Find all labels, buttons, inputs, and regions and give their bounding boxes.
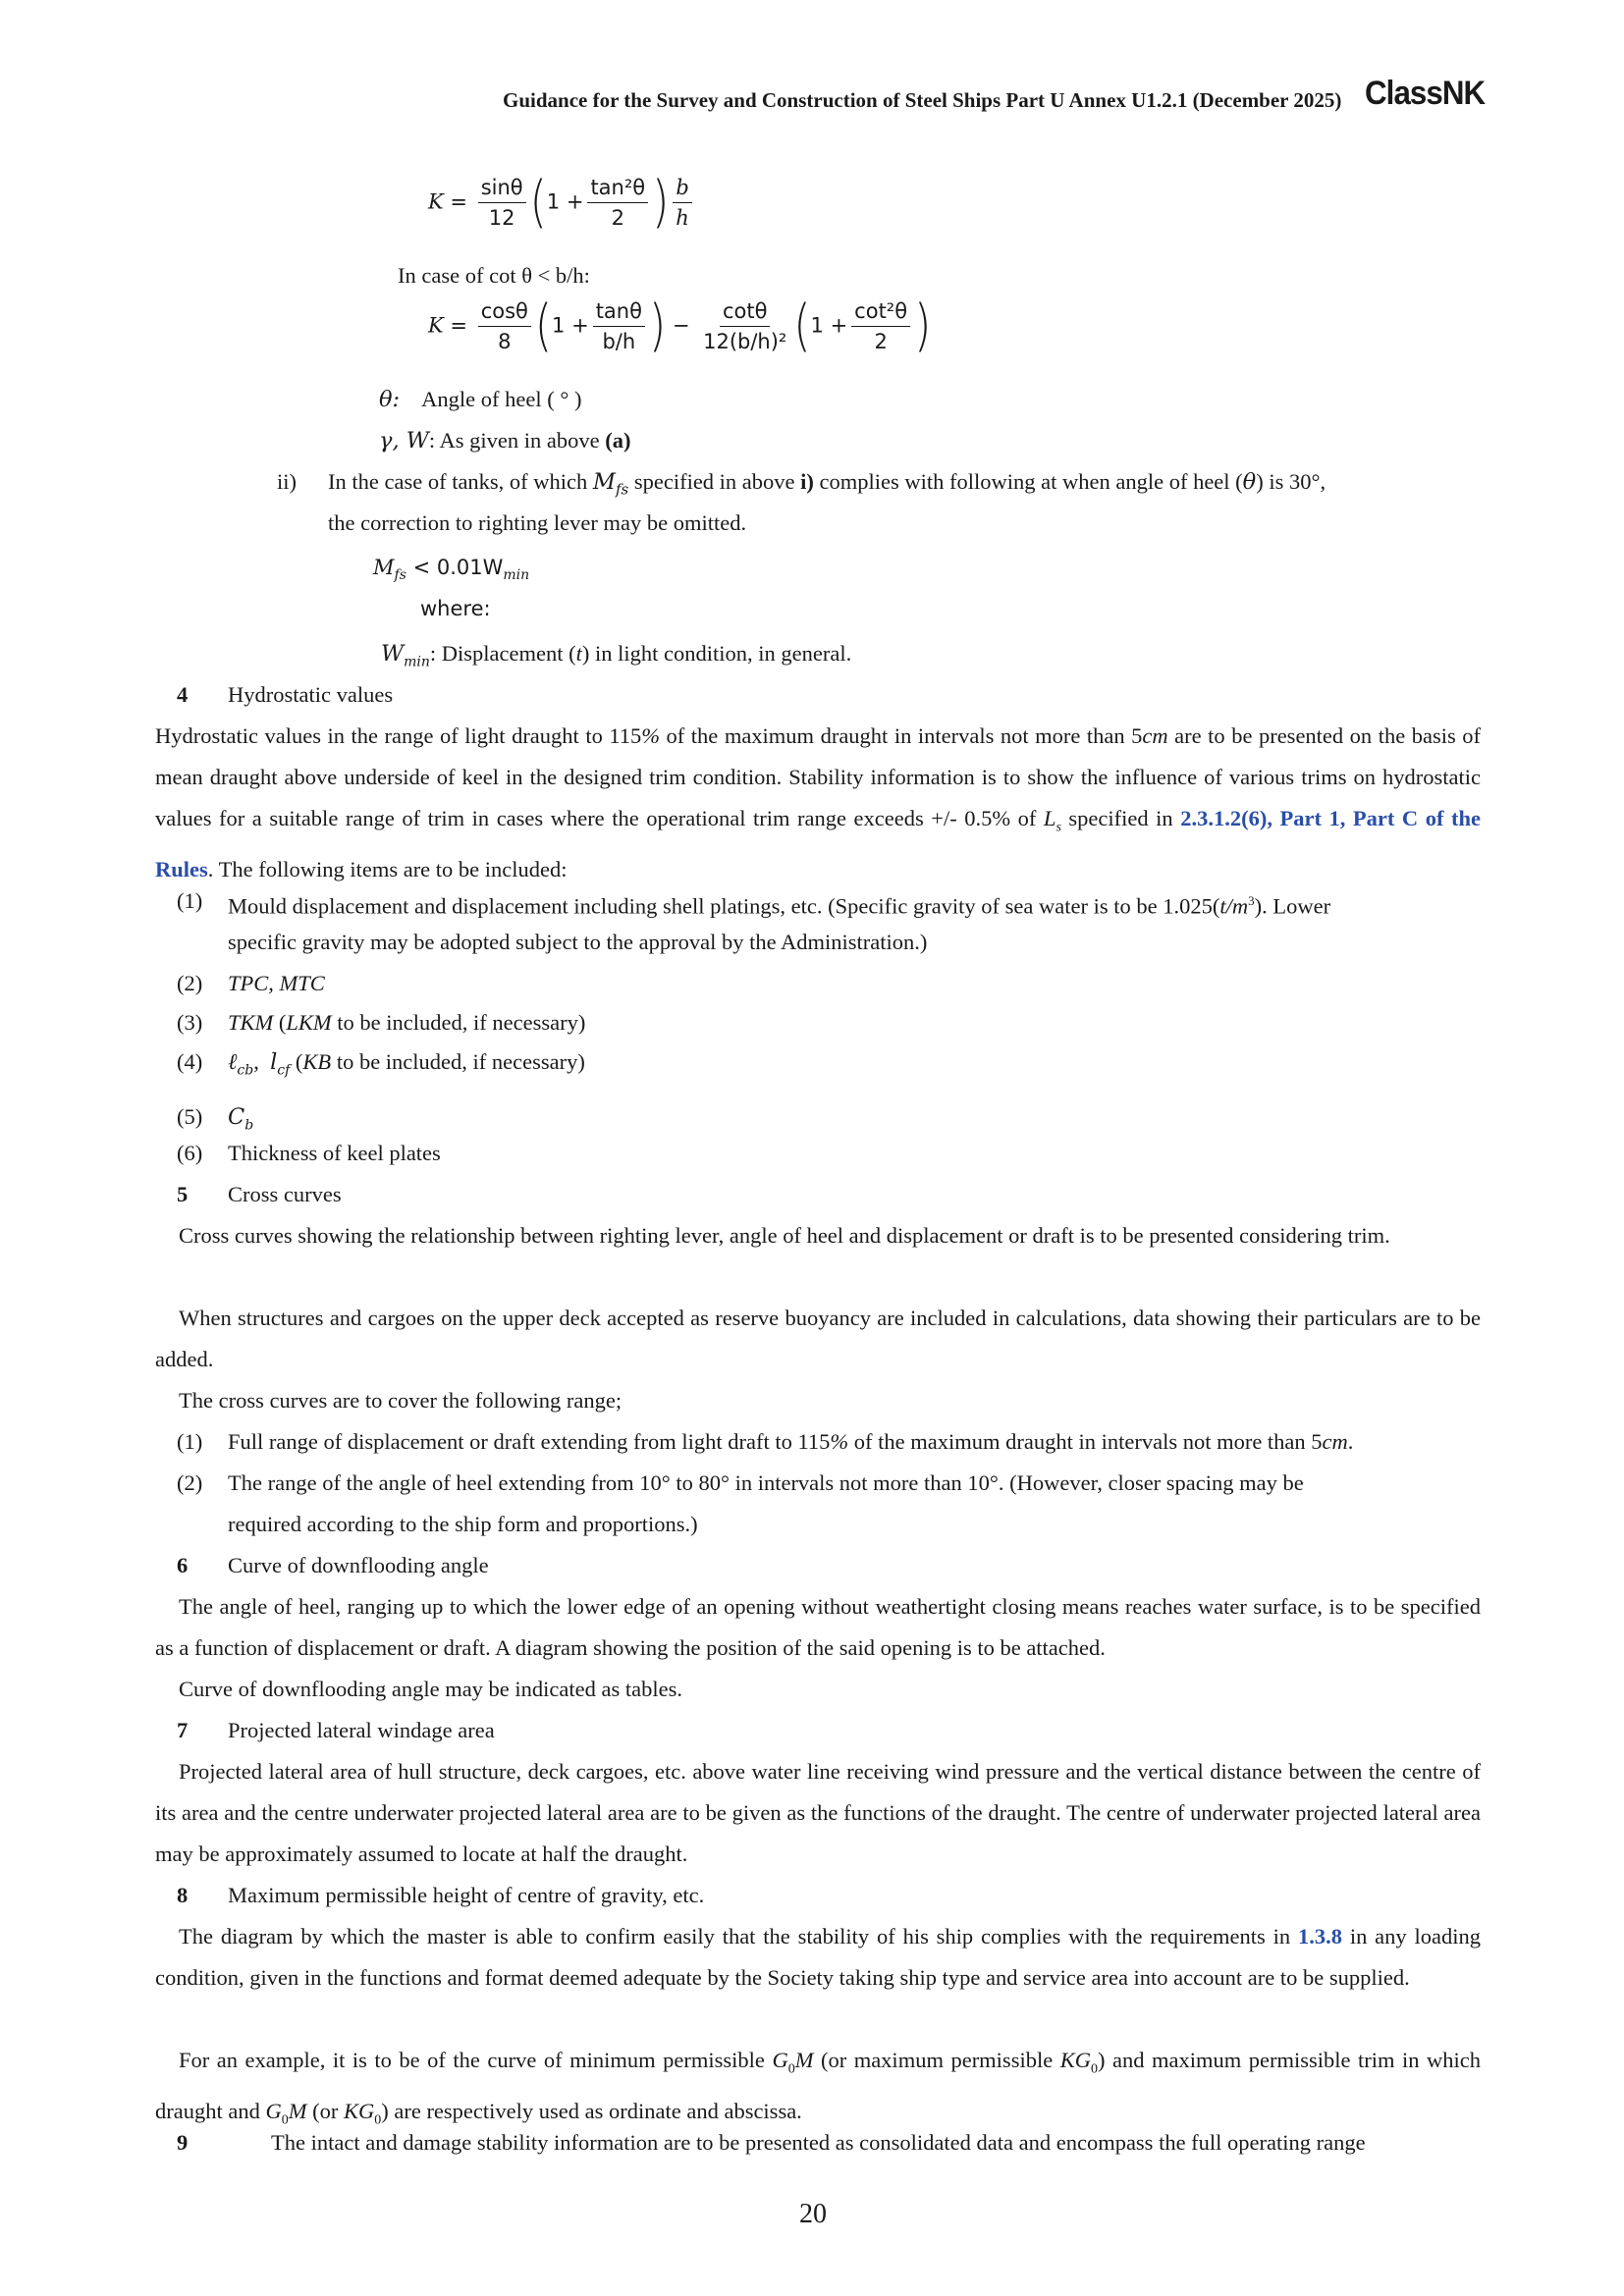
list-item-text: Thickness of keel plates: [228, 1141, 441, 1165]
section-5-paragraph: Cross curves showing the relationship between righting lever, angle of heel and displacement or draft is to be presented considering trim.: [179, 1223, 1390, 1248]
list-item-text: required according to the ship form and proportions.): [228, 1512, 698, 1536]
section-4-title: Hydrostatic values: [228, 682, 394, 707]
list-item-number: (4): [177, 1049, 203, 1074]
classnk-logo: ClassNK: [1365, 75, 1486, 112]
list-item-number: (2): [177, 1470, 203, 1495]
list-item-text: The range of the angle of heel extending from 10° to 80° in intervals not more than 10°. (However, closer spacing may be: [228, 1470, 1304, 1495]
case-cot-condition: In case of cot θ < b/h:: [398, 263, 590, 288]
wmin-definition: $W_{min}$: Displacement (t) in light condition, in general.: [381, 641, 852, 670]
rule-reference-link[interactable]: 2.3.1.2(6), Part 1, Part C of the Rules: [155, 806, 1481, 881]
section-5-paragraph: The cross curves are to cover the following range;: [179, 1388, 623, 1413]
mfs-condition: $M_{fs} < 0.01W_{min}$: [373, 556, 530, 584]
formula-k-cos: K = $\frac{\cos\theta}{8}$ (1 + $\frac{\tan\theta}{b/h}$ ) − $\frac{\cot\theta}{\text{12(b/h)²}}$ (1 + $\frac{\text{cot²θ}}{2}$ ): [428, 293, 932, 358]
section-5-number: 5: [177, 1182, 189, 1206]
page-number: 20: [799, 2199, 827, 2229]
list-item-text: ℓ$_{cb}$, $l_{cf}$ (KB to be included, if necessary): [228, 1049, 585, 1079]
section-8-number: 8: [177, 1883, 189, 1907]
list-item-text: specific gravity may be adopted subject to the approval by the Administration.): [228, 930, 928, 954]
section-5-paragraph: When structures and cargoes on the upper deck accepted as reserve buoyancy are included in calculations, data showing their particulars are to be added.: [155, 1306, 1481, 1371]
section-6-paragraph: The angle of heel, ranging up to which the lower edge of an opening without weathertight closing means reaches water surface, is to be specified as a function of displacement or draft. A diagram showing the position of the said opening is to be attached.: [155, 1594, 1481, 1660]
list-item-number: (1): [177, 888, 203, 913]
list-item-number: (5): [177, 1104, 203, 1129]
rule-reference-link[interactable]: 1.3.8: [1297, 1924, 1342, 1949]
section-6-number: 6: [177, 1553, 189, 1577]
item-ii-line1: In the case of tanks, of which $M_{fs}$ specified in above i) complies with following at when angle of heel (θ) is 30°,: [328, 469, 1326, 499]
list-item-number: (1): [177, 1429, 203, 1454]
section-9-text: The intact and damage stability information are to be presented as consolidated data and encompass the full operating range: [271, 2130, 1366, 2155]
item-ii-number: ii): [277, 469, 297, 494]
section-4-number: 4: [177, 682, 189, 707]
gamma-w-definition: γ, W: As given in above (a): [379, 428, 631, 454]
theta-definition: θ: Angle of heel ( ° ): [379, 387, 582, 412]
list-item-text: Mould displacement and displacement including shell platings, etc. (Specific gravity of sea water is to be $1.025(t/m^3)$. Lower: [228, 893, 1331, 919]
section-8-paragraph: The diagram by which the master is able to confirm easily that the stability of his ship complies with the requirements in 1.3.8 in any loading condition, given in the functions and format deemed adequate by the Society taking ship type and service area into account are to be supplied.: [155, 1924, 1481, 1990]
list-item-number: (6): [177, 1141, 203, 1165]
section-5-title: Cross curves: [228, 1182, 342, 1206]
formula-k-sin: K = $\frac{\sin\theta}{12}$ (1 + $\frac{\text{tan²θ}}{2}$ ) $\frac{b}{h}$: [428, 175, 696, 231]
item-ii-line2: the correction to righting lever may be omitted.: [328, 510, 747, 535]
section-9-number: 9: [177, 2130, 189, 2155]
list-item-text: TKM (LKM to be included, if necessary): [228, 1010, 586, 1035]
list-item-number: (2): [177, 971, 203, 995]
list-item-text: TPC, MTC: [228, 971, 325, 995]
section-6-title: Curve of downflooding angle: [228, 1553, 489, 1577]
section-7-title: Projected lateral windage area: [228, 1718, 495, 1742]
section-6-paragraph: Curve of downflooding angle may be indicated as tables.: [179, 1677, 682, 1701]
running-header: Guidance for the Survey and Construction of Steel Ships Part U Annex U1.2.1 (December 2025): [503, 88, 1342, 112]
list-item-text: $C_b$: [228, 1104, 254, 1134]
list-item-text: Full range of displacement or draft extending from light draft to 115% of the maximum draught in intervals not more than 5cm.: [228, 1429, 1354, 1454]
list-item-number: (3): [177, 1010, 203, 1035]
section-7-number: 7: [177, 1718, 189, 1742]
section-4-paragraph: Hydrostatic values in the range of light draught to 115% of the maximum draught in intervals not more than 5cm are to be presented on the basis of mean draught above underside of keel in the designed trim condition. Stability information is to show the influence of various trims on hydrostatic values for a suitable range of trim in cases where the operational trim range exceeds +/- 0.5% of $L_s$ specified in 2.3.1.2(6), Part 1, Part C of the Rules. The following items are to be included:: [155, 723, 1481, 881]
section-7-paragraph: Projected lateral area of hull structure, deck cargoes, etc. above water line receiving wind pressure and the vertical distance between the centre of its area and the centre underwater projected lateral area are to be given as the functions of the draught. The centre of underwater projected lateral area may be approximately assumed to locate at half the draught.: [155, 1759, 1481, 1866]
where-label: where:: [420, 597, 491, 620]
section-8-title: Maximum permissible height of centre of gravity, etc.: [228, 1883, 705, 1907]
section-8-paragraph: For an example, it is to be of the curve of minimum permissible $G_0M$ (or maximum permissible $KG_0$) and maximum permissible trim in which draught and $G_0M$ (or $KG_0$) are respectively used as ordinate and abscissa.: [155, 2048, 1481, 2127]
